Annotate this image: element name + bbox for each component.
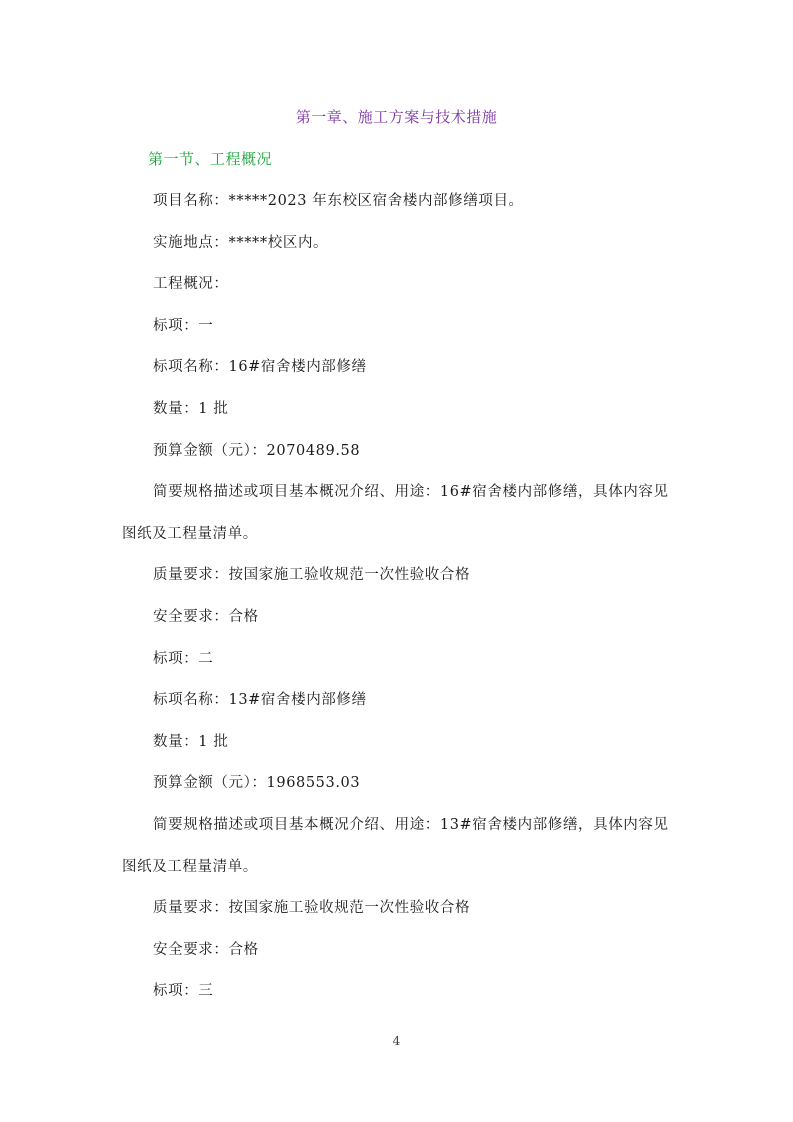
paragraph-lot-2-budget: 预算金额（元）：1968553.03	[153, 775, 361, 792]
paragraph-lot-2-safety: 安全要求：合格	[153, 941, 259, 958]
paragraph-lot-1-name: 标项名称：16#宿舍楼内部修缮	[153, 359, 367, 376]
paragraph-overview-label: 工程概况：	[153, 276, 229, 293]
body-text	[122, 181, 682, 1013]
paragraph-location: 实施地点：*****校区内。	[153, 234, 329, 251]
paragraph-lot-1-quality: 质量要求：按国家施工验收规范一次性验收合格	[153, 567, 471, 584]
paragraph-lot-2: 标项：二	[153, 650, 214, 667]
paragraph-lot-1-description: 简要规格描述或项目基本概况介绍、用途：16#宿舍楼内部修缮，具体内容见图纸及工程量清单。	[122, 484, 669, 542]
paragraph-lot-1-safety: 安全要求：合格	[153, 608, 259, 625]
paragraph-lot-2-quantity: 数量：1 批	[153, 733, 229, 750]
paragraph-lot-3: 标项：三	[153, 983, 214, 1000]
paragraph-lot-2-description: 简要规格描述或项目基本概况介绍、用途：13#宿舍楼内部修缮，具体内容见图纸及工程量清单。	[122, 816, 669, 875]
paragraph-lot-1: 标项：一	[153, 317, 214, 334]
paragraph-lot-1-budget: 预算金额（元）：2070489.58	[153, 442, 361, 459]
chapter-title: 第一章、施工方案与技术措施	[295, 108, 498, 126]
page-number: 4	[392, 1034, 401, 1048]
section-title: 第一节、工程概况	[148, 150, 273, 168]
paragraph-project-name: 项目名称：*****2023 年东校区宿舍楼内部修缮项目。	[153, 193, 524, 209]
paragraph-lot-2-quality: 质量要求：按国家施工验收规范一次性验收合格	[153, 900, 471, 917]
paragraph-lot-2-name: 标项名称：13#宿舍楼内部修缮	[153, 692, 367, 709]
paragraph-lot-1-quantity: 数量：1 批	[153, 400, 229, 417]
